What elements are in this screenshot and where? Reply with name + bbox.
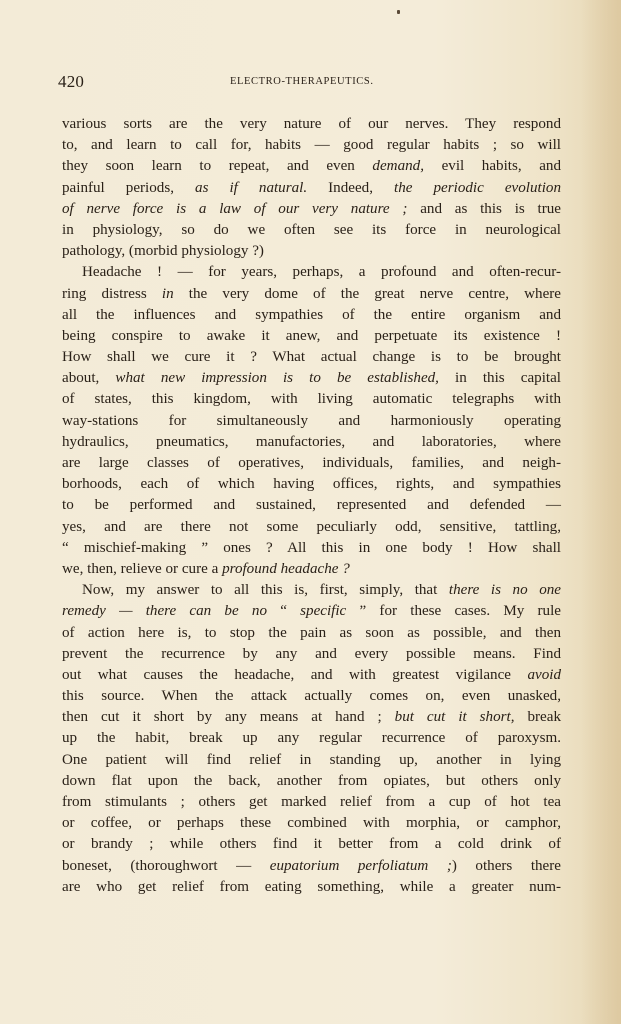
text-line (62, 199, 561, 220)
text-line (62, 834, 561, 855)
italic-text: demand, (372, 158, 424, 175)
text-segment: then cut it short by any means at hand ; (62, 709, 395, 726)
text-segment: to, and learn to call for, habits — good regular habits ; so will (62, 137, 561, 154)
text-line (62, 453, 561, 474)
text-segment: various sorts are the very nature of our nerves. They respond (62, 116, 561, 132)
text-line (62, 135, 561, 156)
text-line (62, 623, 561, 644)
text-segment: they soon learn to repeat, and even (62, 158, 373, 175)
text-segment: to be performed and sustained, represented and defended — (62, 497, 561, 514)
text-segment: yes, and are there not some peculiarly odd, sensitive, tattling, (62, 518, 561, 535)
text-line (62, 432, 561, 453)
italic-text: the periodic evolution (394, 179, 561, 196)
text-segment: prevent the recurrence by any and every possible means. Find (62, 645, 561, 662)
text-segment: borhoods, each of which having offices, rights, and sympathies (62, 476, 561, 493)
body-text (62, 114, 561, 898)
text-segment: and as this is true (407, 200, 561, 217)
italic-text: there is no one (448, 582, 561, 599)
text-line (62, 368, 561, 389)
text-segment: about, (62, 370, 116, 387)
text-segment: way-stations for simultaneously and harmoniously operating (62, 412, 561, 429)
text-segment: up the habit, break up any regular recurrence of paroxysm. (62, 730, 561, 747)
text-line (62, 178, 561, 199)
page-number: 420 (58, 72, 85, 91)
page-gutter-shadow (581, 0, 621, 1024)
text-segment: ” for these cases. My rule (346, 603, 561, 620)
text-line (62, 326, 561, 347)
italic-text: of nerve force is a law of our very nature ; (62, 200, 408, 217)
running-head: ELECTRO-THERAPEUTICS. (230, 76, 374, 87)
text-line (62, 305, 561, 326)
text-line (62, 601, 561, 622)
text-line (62, 411, 561, 432)
text-line (62, 877, 561, 898)
text-segment: down flat upon the back, another from opiates, but others only (62, 772, 561, 789)
text-segment: of states, this kingdom, with living automatic telegraphs with (62, 391, 561, 408)
text-segment: break (514, 709, 561, 726)
text-segment: this source. When the attack actually comes on, even unasked, (62, 688, 561, 705)
text-segment: Headache ! — for years, perhaps, a profound and often-recur- (82, 264, 561, 281)
italic-text: in (161, 285, 174, 302)
text-line (62, 707, 561, 728)
text-segment: painful periods, (62, 179, 196, 196)
text-line (62, 750, 561, 771)
text-segment: evil habits, and (423, 158, 561, 175)
text-segment: hydraulics, pneumatics, manufactories, and laboratories, where (62, 433, 561, 450)
text-line (62, 580, 561, 601)
text-segment: are who get relief from eating something, while a greater num- (62, 878, 561, 895)
italic-text: remedy — there can be no (62, 603, 267, 620)
text-line (62, 771, 561, 792)
text-line (62, 792, 561, 813)
italic-text: but cut it short, (394, 709, 515, 726)
text-segment: all the influences and sympathies of the entire organism and (62, 306, 561, 323)
text-line (62, 644, 561, 665)
text-segment: “ mischief-making ” ones ? All this in one body ! How shall (62, 539, 561, 556)
text-segment: ) others there (451, 857, 561, 874)
text-line (62, 856, 561, 877)
text-segment: or coffee, or perhaps these combined with morphia, or camphor, (62, 815, 561, 832)
text-segment: boneset, (thoroughwort — (62, 857, 270, 874)
text-segment: Indeed, (307, 179, 395, 196)
text-segment: in physiology, so do we often see its force in neurological (62, 221, 561, 238)
text-line (62, 495, 561, 516)
italic-text: avoid (527, 666, 561, 683)
text-segment: How shall we cure it ? What actual change is to be brought (62, 349, 561, 366)
text-line (62, 728, 561, 749)
text-segment: being conspire to awake it anew, and perpetuate its existence ! (62, 327, 561, 344)
italic-text: what new impression is to be established, (115, 370, 439, 387)
text-segment: One patient will find relief in standing up, another in lying (62, 751, 561, 768)
text-line (62, 538, 561, 559)
italic-text: as if natural. (195, 179, 308, 196)
text-segment: ring distress (62, 285, 162, 302)
text-line (62, 474, 561, 495)
text-segment: Now, my answer to all this is, first, simply, that (82, 582, 449, 599)
text-segment: or brandy ; while others find it better from a cold drink of (62, 836, 561, 853)
italic-text: profound headache ? (222, 560, 350, 577)
text-line (62, 114, 561, 135)
text-line (62, 686, 561, 707)
text-line (62, 156, 561, 177)
text-line (62, 347, 561, 368)
text-segment: from stimulants ; others get marked relief from a cup of hot tea (62, 794, 561, 810)
text-segment: are large classes of operatives, individuals, families, and neigh- (62, 455, 561, 471)
text-segment: out what causes the headache, and with greatest vigilance (62, 666, 528, 683)
text-line (62, 813, 561, 834)
text-segment: in this capital (438, 370, 561, 387)
italic-text: specific (300, 603, 347, 620)
ink-speck (397, 10, 400, 14)
text-line (62, 262, 561, 283)
text-segment: pathology, (morbid physiology ?) (62, 243, 264, 260)
text-line (62, 220, 561, 241)
italic-text: eupatorium perfoliatum ; (269, 857, 452, 874)
text-segment: the very dome of the great nerve centre, where (173, 285, 561, 302)
text-segment: “ (267, 603, 301, 620)
text-segment: we, then, relieve or cure a (62, 560, 223, 577)
text-segment: of action here is, to stop the pain as soon as possible, and then (62, 624, 561, 641)
page-header (58, 72, 568, 94)
text-line (62, 559, 561, 580)
text-line (62, 517, 561, 538)
text-line (62, 389, 561, 410)
text-line (62, 665, 561, 686)
text-line (62, 241, 561, 262)
text-line (62, 284, 561, 305)
